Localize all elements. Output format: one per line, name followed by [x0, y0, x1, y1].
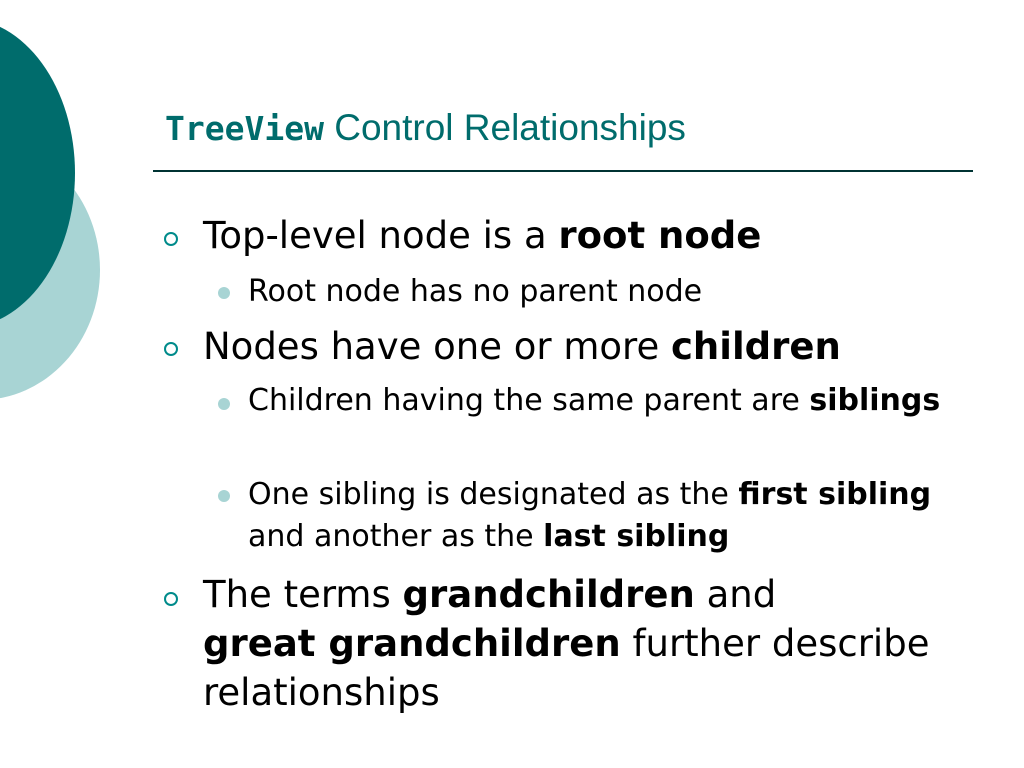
bullet-root-node: Top-level node is a root node	[203, 214, 762, 257]
hollow-circle-bullet-icon	[164, 592, 178, 606]
bullet-grandchildren: The terms grandchildren and great grandchildren further describe relationships	[203, 573, 930, 714]
dot-bullet-icon	[218, 287, 230, 299]
bullet-children: Nodes have one or more children	[203, 325, 841, 368]
title-text: Control Relationships	[323, 107, 686, 148]
dot-bullet-icon	[218, 398, 230, 410]
hollow-circle-bullet-icon	[164, 342, 178, 356]
dot-bullet-icon	[218, 490, 230, 502]
hollow-circle-bullet-icon	[164, 232, 178, 246]
sub-bullet-siblings: Children having the same parent are siblings	[248, 383, 941, 418]
sub-bullet-no-parent: Root node has no parent node	[248, 274, 703, 309]
title-code-text: TreeView	[165, 109, 324, 148]
sub-bullet-first-last-sibling: One sibling is designated as the first sibling and another as the last sibling	[248, 477, 932, 554]
